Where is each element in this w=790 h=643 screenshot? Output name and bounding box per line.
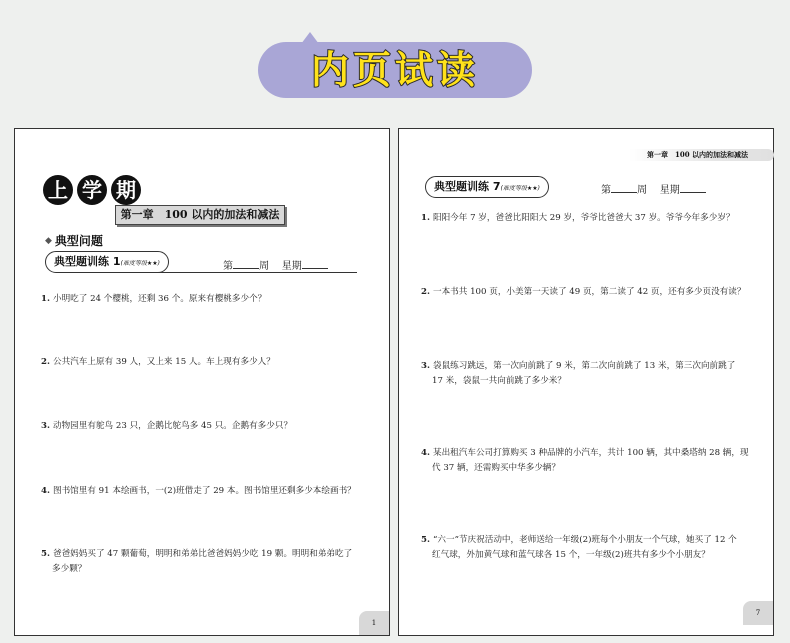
day-blank bbox=[302, 260, 328, 269]
preview-banner bbox=[240, 32, 550, 102]
banner-title: 内页试读 bbox=[310, 48, 479, 92]
question bbox=[41, 547, 386, 577]
practice-label: 典型题训练 1 bbox=[54, 255, 121, 268]
question-number: 1. bbox=[421, 213, 430, 223]
week-label: 第 bbox=[223, 261, 233, 272]
question-text: 阳阳今年 7 岁，爸爸比阳阳大 29 岁，爷爷比爸爸大 37 岁。爷爷今年多少岁？ bbox=[432, 213, 735, 223]
question-text-continued: 红气球，外加黄气球和蓝气球各 15 个，一年级(2)班共有多少个小朋友？ bbox=[432, 550, 710, 560]
question-number: 1. bbox=[41, 294, 50, 304]
question bbox=[421, 211, 771, 226]
week-blank bbox=[233, 260, 259, 269]
diamond-icon: ◆ bbox=[45, 235, 52, 246]
week-label: 第 bbox=[601, 185, 611, 196]
question-text: 一本书共 100 页，小美第一天读了 49 页，第二读了 42 页，还有多少页没有读？ bbox=[432, 287, 746, 297]
practice-tag bbox=[45, 251, 169, 273]
question-number: 4. bbox=[41, 486, 50, 496]
question bbox=[421, 285, 771, 300]
question-text-continued: 多少颗？ bbox=[52, 564, 87, 574]
question-text-continued: 代 37 辆，还需购买中华多少辆？ bbox=[432, 463, 561, 473]
practice-tag bbox=[425, 176, 549, 198]
week-date-field bbox=[601, 181, 706, 196]
question-text: 某出租汽车公司打算购买 3 种品牌的小汽车，共计 100 辆，其中桑塔纳 28 辆，现 bbox=[432, 448, 749, 458]
question bbox=[421, 533, 771, 563]
day-label: 星期 bbox=[659, 185, 680, 196]
question-text: 袋鼠练习跳远，第一次向前跳了 9 米，第二次向前跳了 13 米，第三次向前跳了 bbox=[432, 361, 736, 371]
semester-badges bbox=[43, 175, 141, 205]
question-text: 图书馆里有 91 本绘画书，一(2)班借走了 29 本。图书馆里还剩多少本绘画书？ bbox=[52, 486, 356, 496]
question-text: “六一”节庆祝活动中，老师送给一年级(2)班每个小朋友一个气球，她买了 12 个 bbox=[432, 535, 737, 545]
difficulty-level: (难度等级★★) bbox=[120, 260, 160, 267]
day-blank bbox=[680, 184, 706, 193]
page-number: 1 bbox=[359, 611, 389, 635]
page-number: 7 bbox=[743, 601, 773, 625]
question-number: 4. bbox=[421, 448, 430, 458]
question bbox=[41, 484, 386, 499]
question bbox=[41, 355, 381, 370]
question-text: 公共汽车上原有 39 人，又上来 15 人。车上现有多少人？ bbox=[52, 357, 275, 367]
section-heading bbox=[45, 232, 103, 249]
question bbox=[41, 292, 381, 307]
question bbox=[421, 446, 771, 476]
week-unit: 周 bbox=[259, 261, 269, 272]
running-head: 第一章 100 以内的加法和减法 bbox=[629, 149, 774, 161]
question-number: 5. bbox=[41, 549, 50, 559]
question-number: 2. bbox=[421, 287, 430, 297]
difficulty-level: (难度等级★★) bbox=[500, 185, 540, 192]
question-number: 5. bbox=[421, 535, 430, 545]
question bbox=[421, 359, 771, 389]
question-number: 3. bbox=[41, 421, 50, 431]
tag-underline bbox=[145, 272, 357, 273]
question bbox=[41, 419, 381, 434]
question-text: 爸爸妈妈买了 47 颗葡萄，明明和弟弟比爸爸妈妈少吃 19 颗。明明和弟弟吃了 bbox=[52, 549, 353, 559]
practice-label: 典型题训练 7 bbox=[434, 180, 501, 193]
day-label: 星期 bbox=[281, 261, 302, 272]
week-blank bbox=[611, 184, 637, 193]
chapter-title: 第一章 100 以内的加法和减法 bbox=[115, 205, 285, 225]
week-date-field bbox=[223, 257, 328, 272]
semester-char: 学 bbox=[77, 175, 107, 205]
section-heading-text: 典型问题 bbox=[54, 234, 103, 248]
question-number: 2. bbox=[41, 357, 50, 367]
week-unit: 周 bbox=[637, 185, 647, 196]
right-page bbox=[398, 128, 774, 636]
question-text: 小明吃了 24 个樱桃，还剩 36 个。原来有樱桃多少个？ bbox=[52, 294, 267, 304]
semester-char: 上 bbox=[43, 175, 73, 205]
question-text: 动物园里有鸵鸟 23 只，企鹅比鸵鸟多 45 只。企鹅有多少只？ bbox=[52, 421, 293, 431]
question-text-continued: 17 米，袋鼠一共向前跳了多少米？ bbox=[432, 376, 566, 386]
question-number: 3. bbox=[421, 361, 430, 371]
semester-char: 期 bbox=[111, 175, 141, 205]
left-page bbox=[14, 128, 390, 636]
